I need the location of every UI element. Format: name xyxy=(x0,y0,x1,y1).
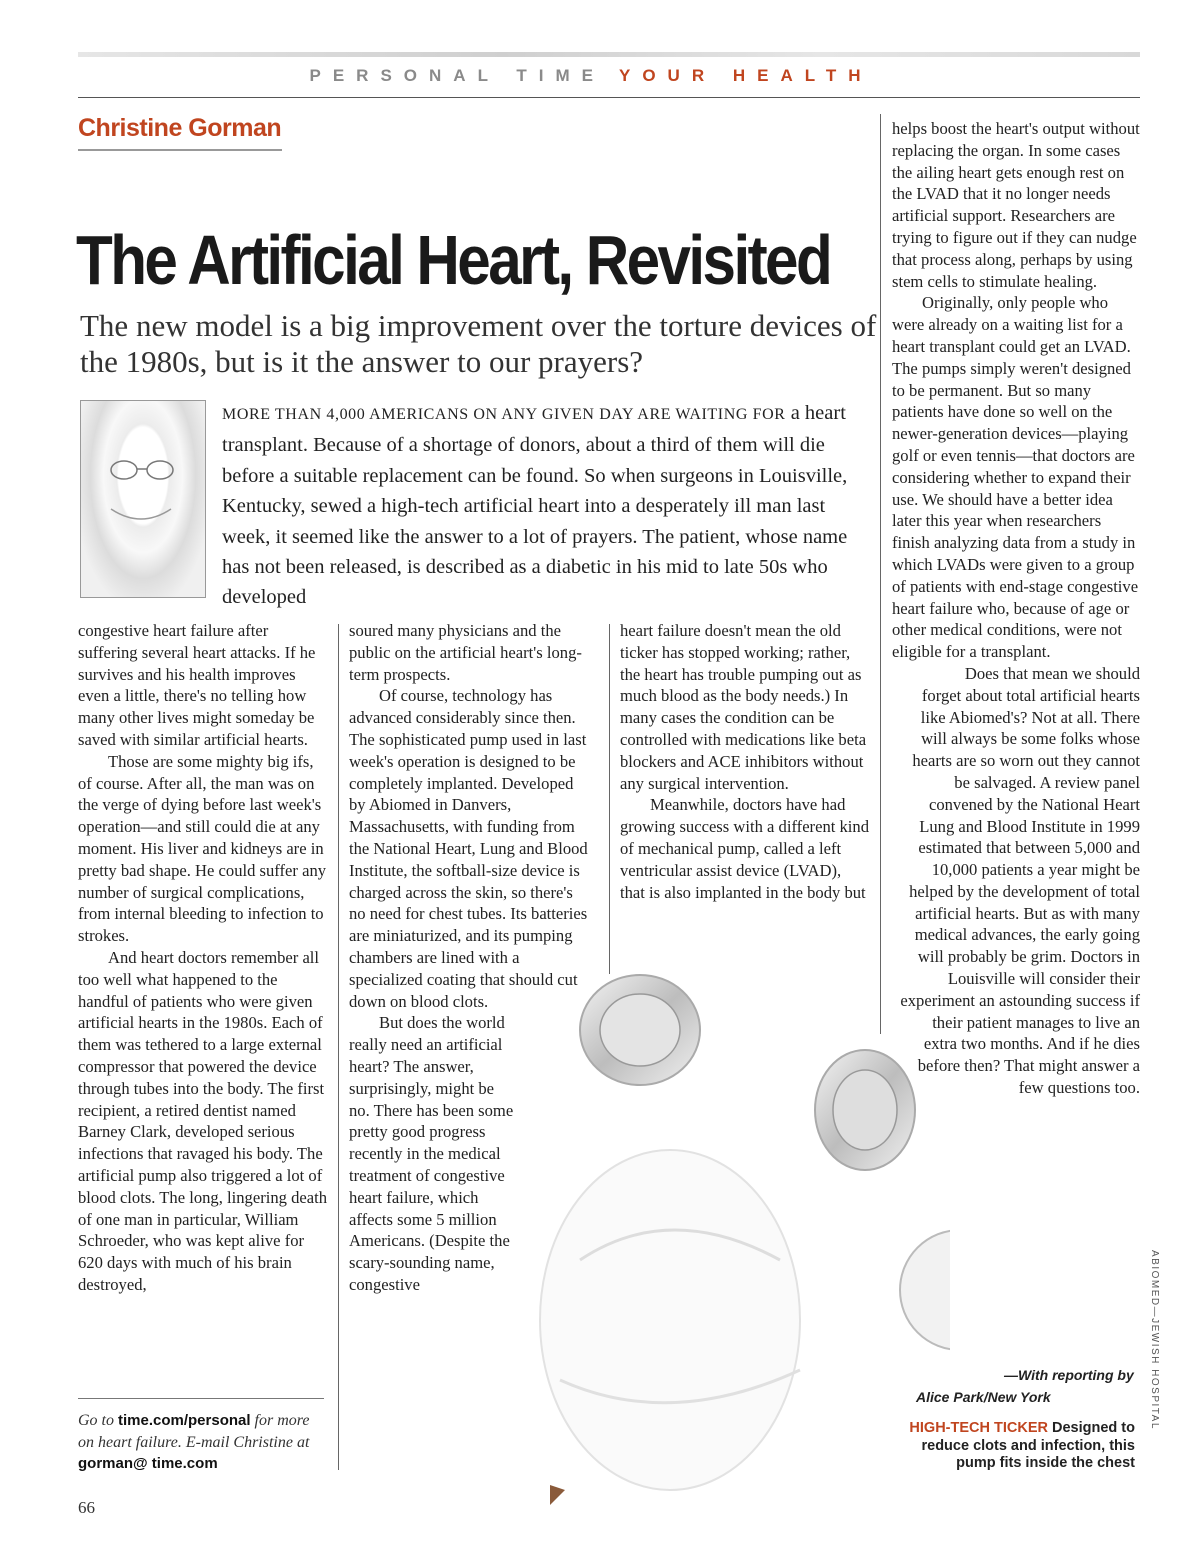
column-1-paragraph: And heart doctors remember all too well what happened to the handful of patients who were given artificial hearts in the 1980s. Each of them was tethered to a large external compressor that powered the device through tubes into the body. The first recipient, a retired dentist named Barney Clark, developed serious infections that ravaged his body. The artificial pump also triggered a lot of blood clots. The long, lingering death of one man in particular, William Schroeder, who was kept alive for 620 days with much of his brain destroyed, xyxy=(78,947,328,1294)
section-header xyxy=(0,66,1182,86)
column-divider xyxy=(880,114,881,1034)
column-4 xyxy=(892,118,1140,1099)
goto-note xyxy=(78,1410,328,1475)
column-4-paragraph: helps boost the heart's output without replacing the organ. In some cases the ailing heart gets enough rest on the LVAD that it no longer needs artificial support. Researchers are trying to figure out if they can nudge that process along, perhaps by using stem cells to stimulate healing. xyxy=(892,119,1140,291)
subsection-name: YOUR HEALTH xyxy=(618,66,873,85)
lead-paragraph xyxy=(222,398,864,613)
headline: The Artificial Heart, Revisited xyxy=(76,221,831,299)
email-link[interactable]: gorman@ time.com xyxy=(78,1455,218,1472)
deck: The new model is a big improvement over the torture devices of the 1980s, but is it the answer to our prayers? xyxy=(80,308,877,379)
column-1-paragraph: Those are some mighty big ifs, of course. After all, the man was on the verge of dying before last week's operation—and still could die at any moment. His liver and kidneys are in pretty bad shape. He could suffer any number of surgical complications, from internal bleeding to infection to strokes. xyxy=(78,751,327,946)
column-1-paragraph: congestive heart failure after suffering several heart attacks. If he survives and his health improves even a little, there's no telling how many other lives might someday be saved with similar artificial hearts. xyxy=(78,621,316,749)
goto-rule xyxy=(78,1398,324,1399)
glasses-icon xyxy=(109,459,175,481)
column-2-paragraph: soured many physicians and the public on the artificial heart's long-term prospects. xyxy=(349,621,582,684)
author-name: Christine Gorman xyxy=(78,114,282,142)
section-name: PERSONAL TIME xyxy=(309,66,605,85)
column-4-paragraph: Originally, only people who were already on a waiting list for a heart transplant could get an LVAD. The pumps simply weren't designed to be permanent. But so many patients have done so well on the newer-generation devices—playing golf or even tennis—that doctors are considering whether to expand their use. We should have a better idea later this year when researchers finish analyzing data from a study in which LVADs were given to a group of patients with end-stage congestive heart failure who, because of age or other medical conditions, were not eligible for a transplant. xyxy=(892,293,1139,662)
column-divider xyxy=(609,624,610,974)
column-3 xyxy=(620,620,870,903)
personal-link[interactable]: time.com/personal xyxy=(118,1412,251,1429)
photo-caption xyxy=(880,1420,1135,1473)
lead-text: a heart transplant. Because of a shortage of donors, about a third of them will die before a suitable replacement can be found. So when surgeons in Louisville, Kentucky, sewed a high-tech artificial heart into a desperately ill man last week, it seemed like the answer to a lot of prayers. The patient, whose name has not been released, is described as a diabetic in his mid to late 50s who developed xyxy=(222,402,848,609)
reporting-credit: —With reporting by xyxy=(1004,1367,1134,1383)
goto-mid: for more on heart failure. E-mail Christine at xyxy=(78,1412,310,1451)
column-2-paragraph: Of course, technology has advanced considerably since then. The sophisticated pump used in last week's operation is designed to be completely implanted. Developed by Abiomed in Danvers, Massachusetts, with funding from the National Heart, Lung and Blood Institute, the softball-size device is charged across the skin, so there's no need for chest tubes. Its batteries are miniaturized, and its pumping chambers are lined with a specialized coating that should cut down on blood clots. xyxy=(349,686,588,1011)
caption-text: Designed to reduce clots and infection, this pump fits inside the chest xyxy=(921,1420,1135,1471)
column-4-paragraph: Does that mean we should forget about total artificial hearts like Abiomed's? Not at all. There will always be some folks whose hearts are so worn out they cannot be salvaged. A review panel convened by the National Heart Lung and Blood Institute in 1999 estimated that between 5,000 and 10,000 patients a year might be helped by the development of total artificial hearts. But as with many medical advances, the early going will probably be grim. Doctors in Louisville will consider their experiment an astounding success if their patient manages to live an extra two months. And if he dies before then? That might answer a few questions too. xyxy=(900,663,1140,1098)
caption-label: HIGH-TECH TICKER xyxy=(909,1420,1048,1436)
lead-caps: MORE THAN 4,000 AMERICANS ON ANY GIVEN DAY ARE WAITING FOR xyxy=(222,406,786,423)
column-2-paragraph: But does the world really need an artificial heart? The answer, surprisingly, might be no. There has been some pretty good progress recently in the medical treatment of congestive heart failure, which affects some 5 million Americans. (Despite the scary-sounding name, congestive xyxy=(349,1013,514,1294)
header-rule xyxy=(78,97,1140,98)
photo-credit: ABIOMED—JEWISH HOSPITAL xyxy=(1149,1250,1160,1430)
goto-pre: Go to xyxy=(78,1412,114,1429)
column-3-paragraph: heart failure doesn't mean the old ticker has stopped working; rather, the heart has trouble pumping out as much blood as the body needs.) In many cases the condition can be controlled with medications like beta blockers and ACE inhibitors without any surgical intervention. xyxy=(620,621,867,793)
author-photo xyxy=(80,400,206,598)
column-1 xyxy=(78,620,328,1296)
top-texture-bar xyxy=(78,52,1140,57)
author-rule xyxy=(78,149,282,151)
reporting-location: Alice Park/New York xyxy=(916,1389,1051,1405)
smile-icon xyxy=(101,501,181,531)
page-number: 66 xyxy=(78,1498,95,1517)
column-divider xyxy=(338,624,339,1470)
column-3-paragraph: Meanwhile, doctors have had growing success with a different kind of mechanical pump, called a left ventricular assist device (LVAD), that is also implanted in the body but xyxy=(620,795,870,902)
